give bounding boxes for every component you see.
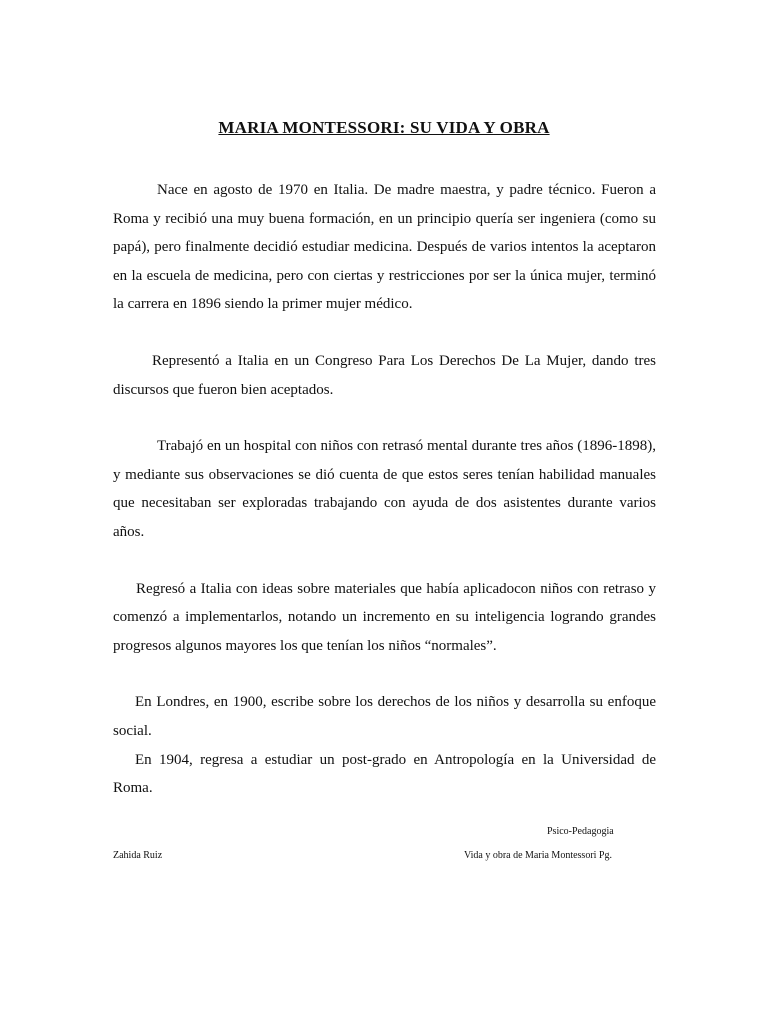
document-title: MARIA MONTESSORI: SU VIDA Y OBRA [218, 118, 550, 137]
document-body [113, 176, 656, 803]
paragraph-return-to-italy: Regresó a Italia con ideas sobre materiales que había aplicadocon niños con retraso y comenzó a implementarlos, notando un incremento en su inteligencia logrando grandes progresos algunos mayores los que tenían los niños “normales”. [113, 580, 656, 654]
paragraph-london-1900: En Londres, en 1900, escribe sobre los derechos de los niños y desarrolla su enfoque social. [113, 694, 656, 739]
paragraph-womens-rights-congress: Representó a Italia en un Congreso Para Los Derechos De La Mujer, dando tres discursos que fueron bien aceptados. [113, 352, 656, 398]
paragraph-rome-1904: En 1904, regresa a estudiar un post-grado en Antropología en la Universidad de Roma. [113, 751, 656, 797]
paragraph-birth-education: Nace en agosto de 1970 en Italia. De madre maestra, y padre técnico. Fueron a Roma y recibió una muy buena formación, en un principio quería ser ingeniera (como su papá), pero finalmente decidió estudiar medicina. Después de varios intentos la aceptaron en la escuela de medicina, pero con ciertas y restricciones por ser la única mujer, terminó la carrera en 1896 siendo la primer mujer médico. [113, 182, 656, 313]
paragraph-hospital-work: Trabajó en un hospital con niños con retrasó mental durante tres años (1896-1898), y mediante sus observaciones se dió cuenta de que estos seres tenían habilidad manuales que necesitaban ser exploradas trabajando con ayuda de dos asistentes durante varios años. [113, 438, 656, 540]
footer-page-label: Vida y obra de Maria Montessori Pg. [464, 850, 612, 861]
footer-subject: Psico-Pedagogia [547, 826, 614, 837]
footer-author: Zahida Ruiz [113, 850, 163, 861]
